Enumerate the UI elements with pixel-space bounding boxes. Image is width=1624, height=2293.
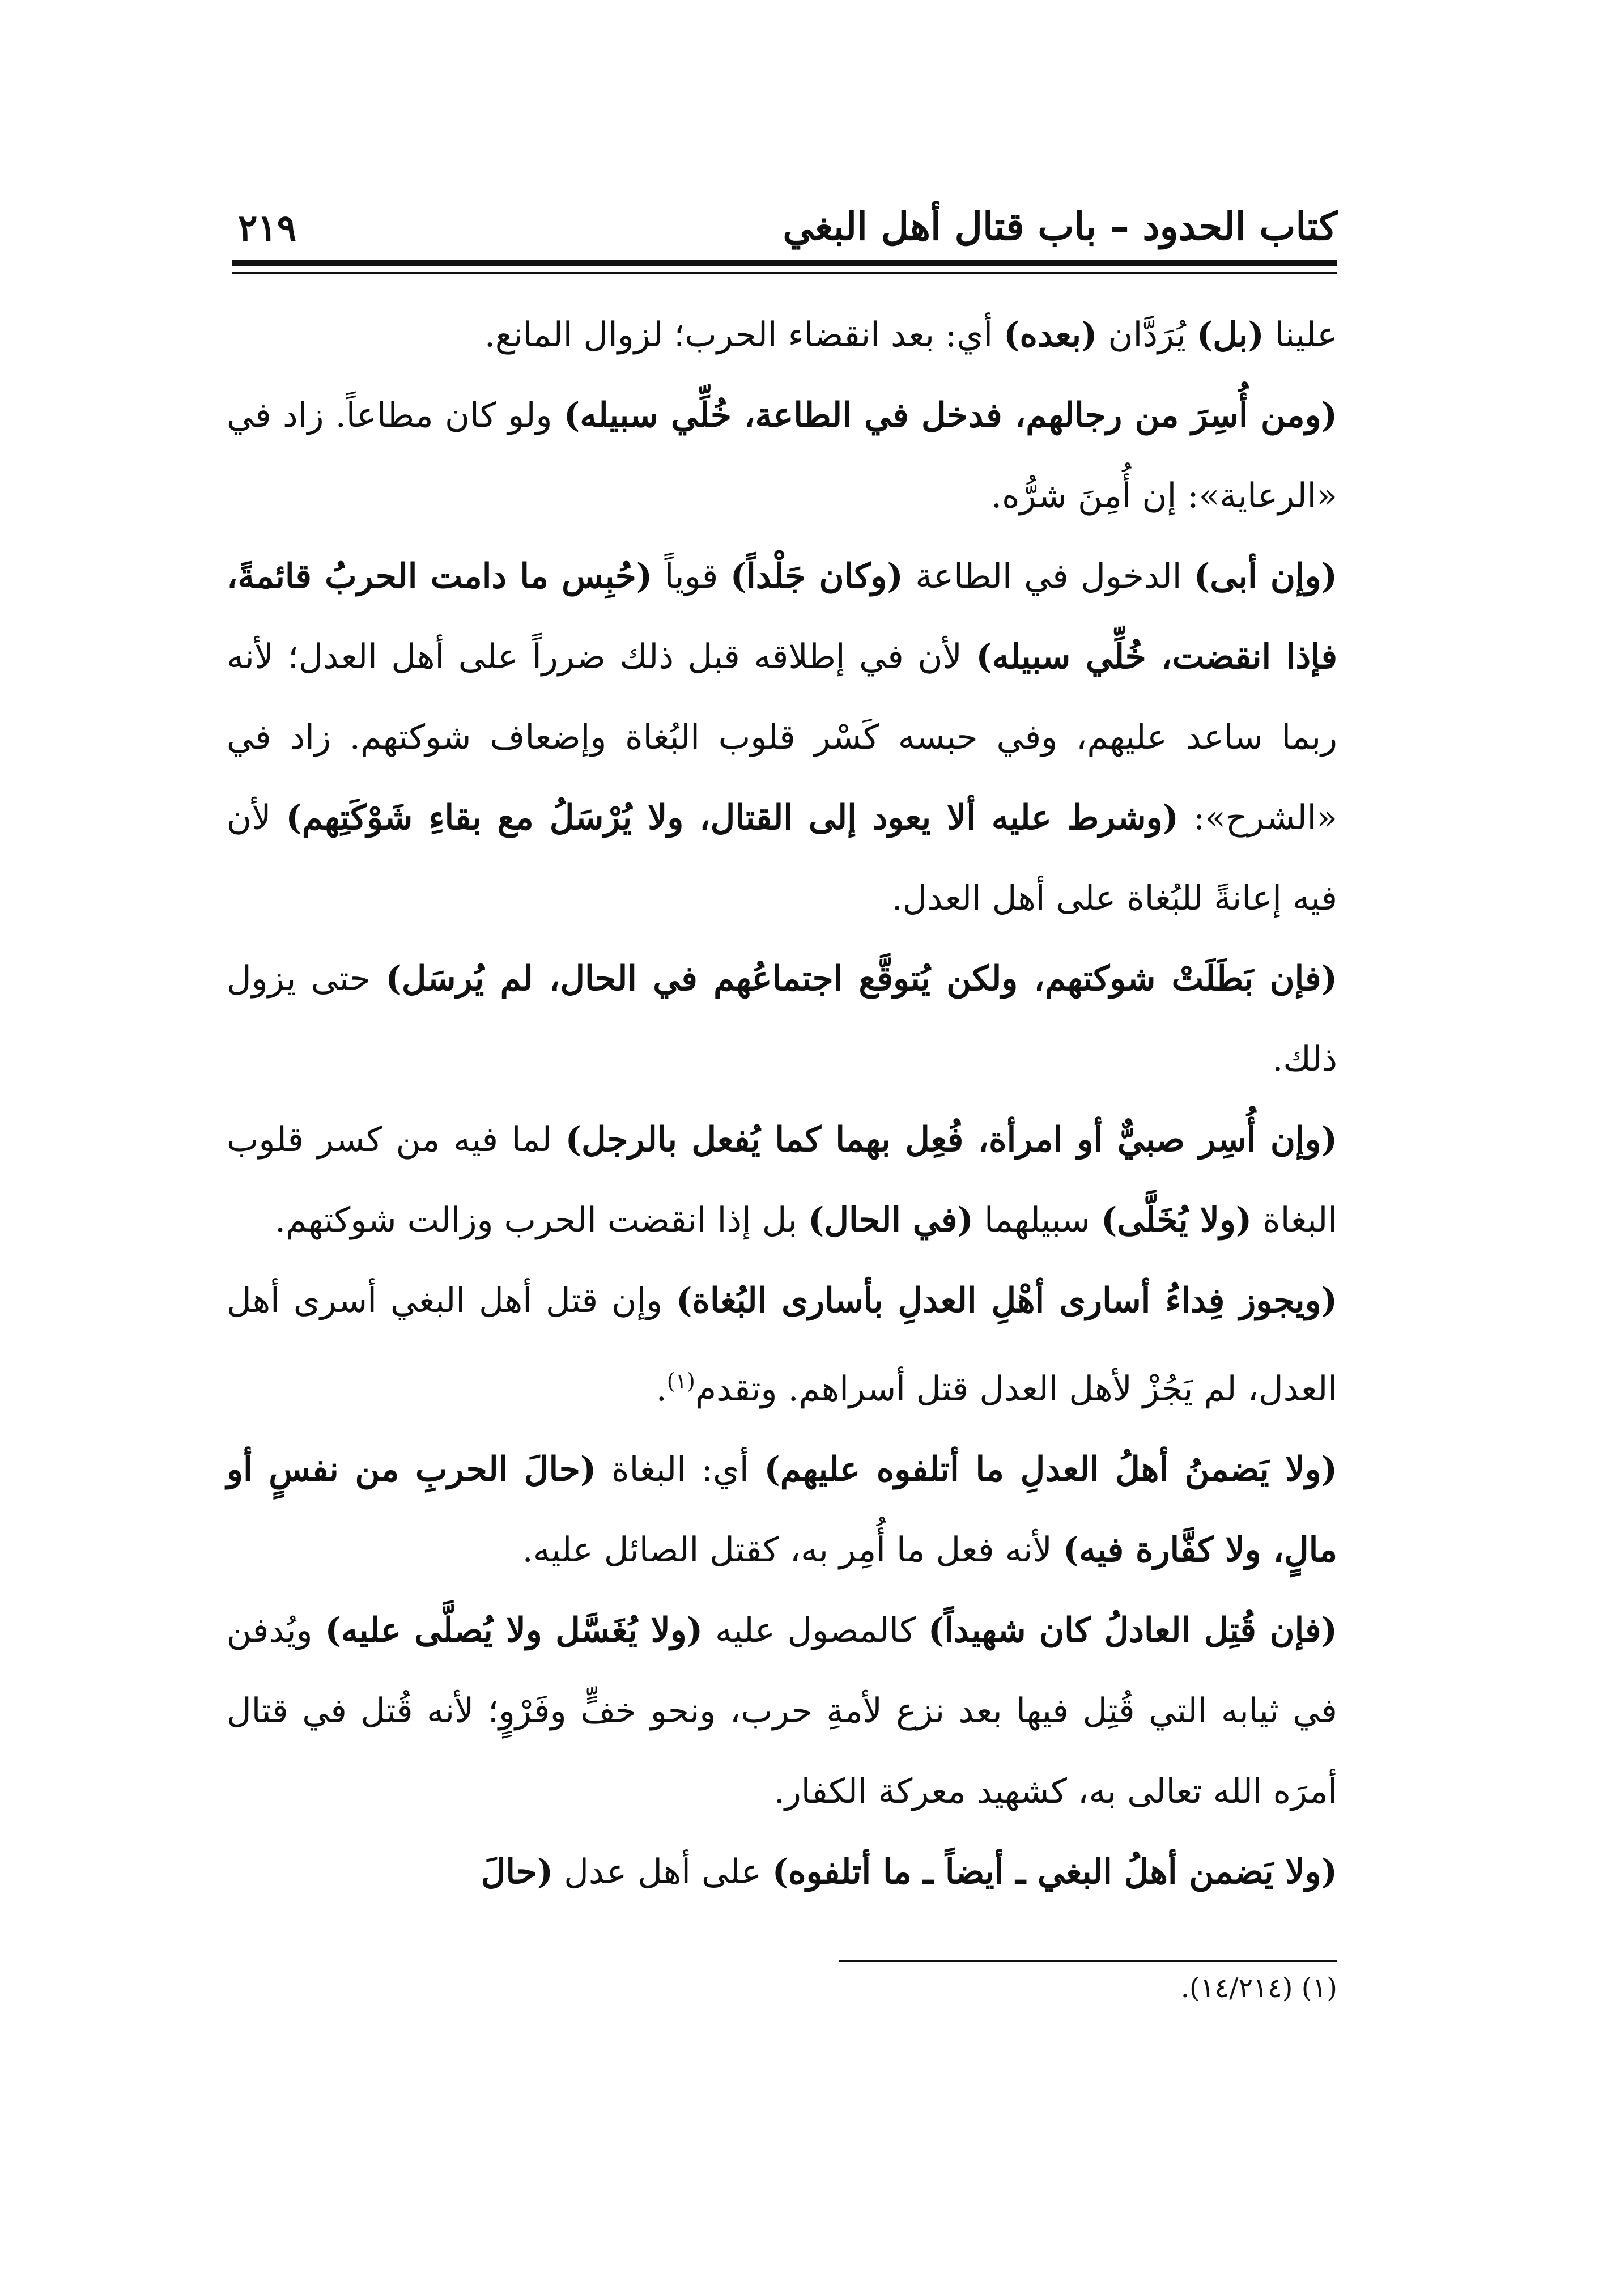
sharh-text: حتى يزول ذلك. — [227, 959, 1337, 1079]
sharh-text: الدخول في الطاعة — [903, 557, 1194, 596]
sharh-text: أي: البغاة — [596, 1450, 764, 1489]
sharh-text: ويُدفن في ثيابه التي قُتِل فيها بعد نزع لأمةِ حرب، ونحو خفٍّ وفَرْوٍ؛ لأنه قُتل في قتال أمرَه الله تعالى به، كشهيد معركة الكفار. — [227, 1611, 1337, 1811]
sharh-text: سبيلهما — [973, 1200, 1102, 1240]
sharh-text: علينا — [1264, 315, 1337, 355]
running-title: كتاب الحدود – باب قتال أهل البغي — [783, 204, 1337, 249]
sharh-text: يُرَدَّان — [1097, 315, 1197, 355]
matn-text: (فإن قُتِل العادلُ كان شهيداً) — [928, 1611, 1337, 1650]
page-number: ٢١٩ — [238, 207, 297, 249]
matn-text: (بعده) — [1004, 315, 1098, 355]
sharh-text: لأنه فعل ما أُمِر به، كقتل الصائل عليه. — [522, 1530, 1063, 1570]
header-rule-thin — [232, 272, 1337, 274]
sharh-text: ولو كان مطاعاً. زاد في «الرعاية»: إن أُمِنَ شرُّه. — [227, 396, 1337, 516]
paragraph — [227, 1260, 1337, 1429]
matn-text: (وإن أُسِر صبيٌّ أو امرأة، فُعِل بهما كما يُفعل بالرجل) — [565, 1120, 1337, 1160]
body-text — [227, 295, 1337, 1912]
matn-text: (ولا يَضمنُ أهلُ العدلِ ما أتلفوه عليهم) — [764, 1450, 1338, 1489]
paragraph — [227, 1099, 1337, 1260]
matn-text: (ويجوز فِداءُ أسارى أهْلِ العدلِ بأسارى البُغاة) — [676, 1281, 1337, 1320]
paragraph — [227, 1429, 1337, 1590]
matn-text: (حُبِس ما دامت الحربُ قائمةً، فإذا انقضت، خُلِّي سبيله) — [227, 557, 1337, 677]
sharh-text: لأن في إطلاقه قبل ذلك ضرراً على أهل العدل؛ لأنه ربما ساعد عليهم، وفي حبسه كَسْر قلوب البُغاة وإضعاف شوكتهم. زاد في «الشرح»: — [227, 637, 1338, 838]
paragraph — [227, 295, 1337, 375]
matn-text: (حالَ الحربِ من نفسٍ أو مالٍ، ولا كفَّارة فيه) — [227, 1450, 1337, 1570]
paragraph — [227, 1590, 1337, 1832]
sharh-text: على أهل عدل — [553, 1852, 772, 1892]
matn-text: (وإن أبى) — [1193, 557, 1337, 596]
matn-text: (وشرط عليه ألا يعود إلى القتال، ولا يُرْسَلُ مع بقاءِ شَوْكَتِهم) — [286, 798, 1179, 838]
sharh-text: لأن فيه إعانةً للبُغاة على أهل العدل. — [227, 798, 1337, 918]
sharh-text: لما فيه من كسر قلوب البغاة — [227, 1120, 1337, 1240]
header-rule-thick — [232, 260, 1337, 266]
matn-text: (وكان جَلْداً) — [730, 557, 903, 596]
sharh-text: وإن قتل أهل البغي أسرى أهل العدل، لم يَجُزْ لأهل العدل قتل أسراهم. وتقدم — [227, 1281, 1337, 1409]
sharh-text: كالمصول عليه — [703, 1611, 928, 1650]
matn-text: (ومن أُسِرَ من رجالهم، فدخل في الطاعة، خُلِّي سبيله) — [563, 396, 1337, 435]
sharh-text: قوياً — [652, 557, 730, 596]
matn-text: (ولا يَضمن أهلُ البغي ـ أيضاً ـ ما أتلفوه) — [772, 1852, 1337, 1892]
paragraph — [227, 939, 1337, 1099]
paragraph — [227, 375, 1337, 536]
footnote: (١) (١٤/٢١٤). — [1180, 1972, 1337, 2004]
matn-text: (في الحال) — [807, 1200, 973, 1240]
sharh-text: . — [656, 1369, 667, 1409]
matn-text: (حالَ — [481, 1852, 554, 1892]
paragraph — [227, 1832, 1337, 1912]
matn-text: (ولا يُخَلَّى) — [1101, 1200, 1252, 1240]
matn-text: (ولا يُغَسَّل ولا يُصلَّى عليه) — [325, 1611, 703, 1650]
footnote-ref: (١) — [666, 1369, 695, 1394]
footnote-separator — [839, 1960, 1337, 1962]
paragraph — [227, 536, 1337, 939]
sharh-text: أي: بعد انقضاء الحرب؛ لزوال المانع. — [484, 315, 1004, 355]
matn-text: (بل) — [1196, 315, 1264, 355]
sharh-text: بل إذا انقضت الحرب وزالت شوكتهم. — [274, 1200, 808, 1240]
matn-text: (فإن بَطَلَتْ شوكتهم، ولكن يُتوقَّع اجتماعُهم في الحال، لم يُرسَل) — [385, 959, 1337, 999]
